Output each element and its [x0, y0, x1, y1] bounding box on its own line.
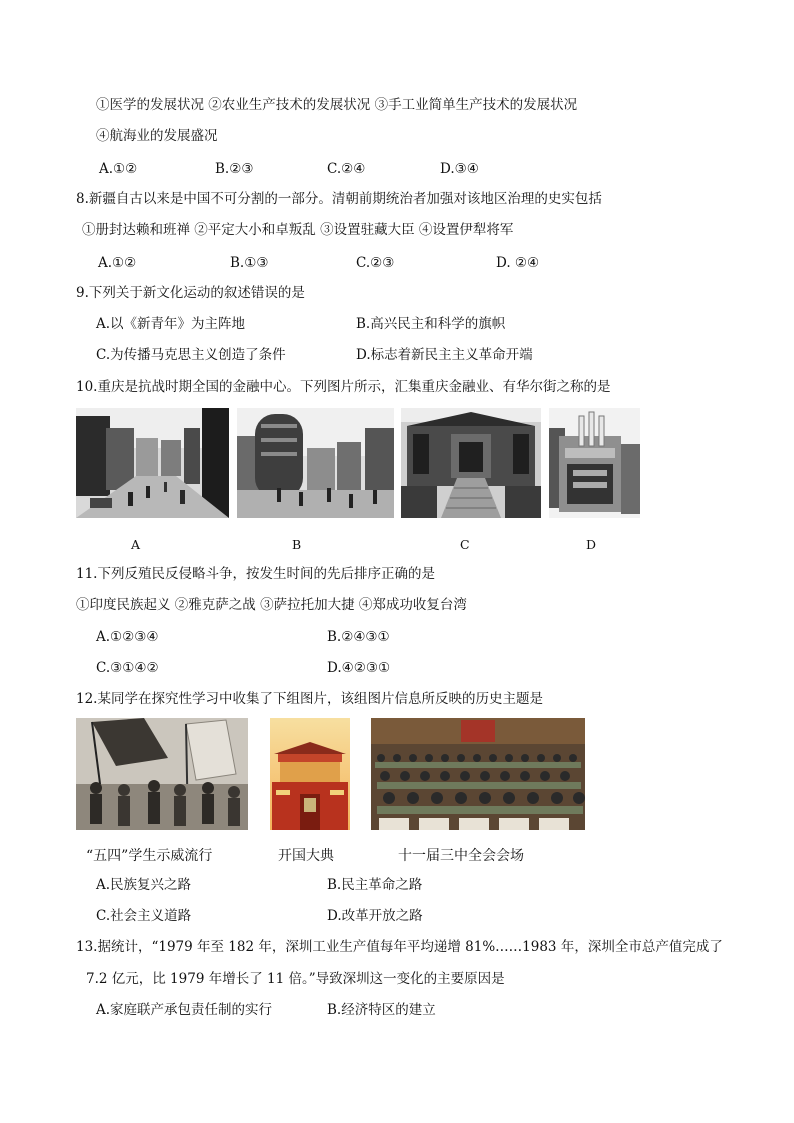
tiananmen-photo-image: [270, 718, 350, 830]
modern-building-photo-d-image: [549, 408, 640, 518]
q7-option-c: C.②④: [327, 161, 366, 177]
q10-stem: 10.重庆是抗战时期全国的金融中心。下列图片所示，汇集重庆金融业、有华尔街之称的是: [76, 379, 611, 395]
q10-photo-a: [76, 408, 229, 518]
q9-option-d: D.标志着新民主主义革命开端: [356, 347, 533, 363]
q12-caption-plenum: 十一届三中全会会场: [398, 848, 524, 864]
bank-building-photo-c-image: [401, 408, 541, 518]
demonstration-photo-image: [76, 718, 248, 830]
q8-option-c: C.②③: [356, 255, 395, 271]
q7-items-line1: ①医学的发展状况 ②农业生产技术的发展状况 ③手工业简单生产技术的发展状况: [96, 97, 578, 113]
q10-label-d: D: [586, 537, 597, 552]
q12-option-a: A.民族复兴之路: [96, 877, 192, 893]
q12-photo-founding-ceremony: [270, 718, 350, 830]
q9-option-b: B.高兴民主和科学的旗帜: [356, 316, 506, 332]
q12-option-c: C.社会主义道路: [96, 908, 192, 924]
q13-stem-line1: 13.据统计，“1979 年至 182 年，深圳工业生产值每年平均递增 81%……1983 年，深圳全市总产值完成了: [76, 939, 723, 955]
q12-photo-third-plenum: [371, 718, 585, 830]
q11-option-d: D.④②③①: [327, 660, 391, 676]
round-building-photo-b-image: [237, 408, 394, 518]
q12-option-b: B.民主革命之路: [327, 877, 423, 893]
q8-option-b: B.①③: [230, 255, 269, 271]
q12-stem: 12.某同学在探究性学习中收集了下组图片，该组图片信息所反映的历史主题是: [76, 691, 543, 707]
q8-stem: 8.新疆自古以来是中国不可分割的一部分。清朝前期统治者加强对该地区治理的史实包括: [76, 191, 602, 207]
q10-label-b: B: [292, 537, 302, 552]
q13-option-a: A.家庭联产承包责任制的实行: [96, 1002, 273, 1018]
q12-caption-may-fourth: “五四”学生示威流行: [86, 848, 213, 864]
street-photo-a-image: [76, 408, 229, 518]
q10-label-c: C: [460, 537, 470, 552]
q7-option-b: B.②③: [215, 161, 254, 177]
q11-stem: 11.下列反殖民反侵略斗争，按发生时间的先后排序正确的是: [76, 566, 435, 582]
q11-option-b: B.②④③①: [327, 629, 390, 645]
q7-option-d: D.③④: [440, 161, 479, 177]
q10-photo-b: [237, 408, 394, 518]
q7-option-a: A.①②: [99, 161, 138, 177]
q13-option-b: B.经济特区的建立: [327, 1002, 436, 1018]
q9-option-c: C.为传播马克思主义创造了条件: [96, 347, 286, 363]
q13-stem-line2: 7.2 亿元，比 1979 年增长了 11 倍。”导致深圳这一变化的主要原因是: [86, 971, 505, 987]
q12-caption-founding: 开国大典: [278, 848, 334, 864]
q11-option-c: C.③①④②: [96, 660, 159, 676]
q7-items-line2: ④航海业的发展盛况: [96, 128, 218, 144]
q8-option-a: A.①②: [98, 255, 137, 271]
conference-hall-photo-image: [371, 718, 585, 830]
q9-option-a: A.以《新青年》为主阵地: [96, 316, 246, 332]
q12-option-d: D.改革开放之路: [327, 908, 423, 924]
q9-stem: 9.下列关于新文化运动的叙述错误的是: [76, 285, 305, 301]
q12-photo-may-fourth: [76, 718, 248, 830]
q11-option-a: A.①②③④: [96, 629, 159, 645]
q10-label-a: A: [131, 537, 141, 552]
q8-option-d: D. ②④: [496, 255, 540, 271]
q10-photo-c: [401, 408, 541, 518]
q10-photo-d: [549, 408, 640, 518]
q8-items: ①册封达赖和班禅 ②平定大小和卓叛乱 ③设置驻藏大臣 ④设置伊犁将军: [82, 222, 514, 238]
q11-items: ①印度民族起义 ②雅克萨之战 ③萨拉托加大捷 ④郑成功收复台湾: [76, 597, 467, 613]
